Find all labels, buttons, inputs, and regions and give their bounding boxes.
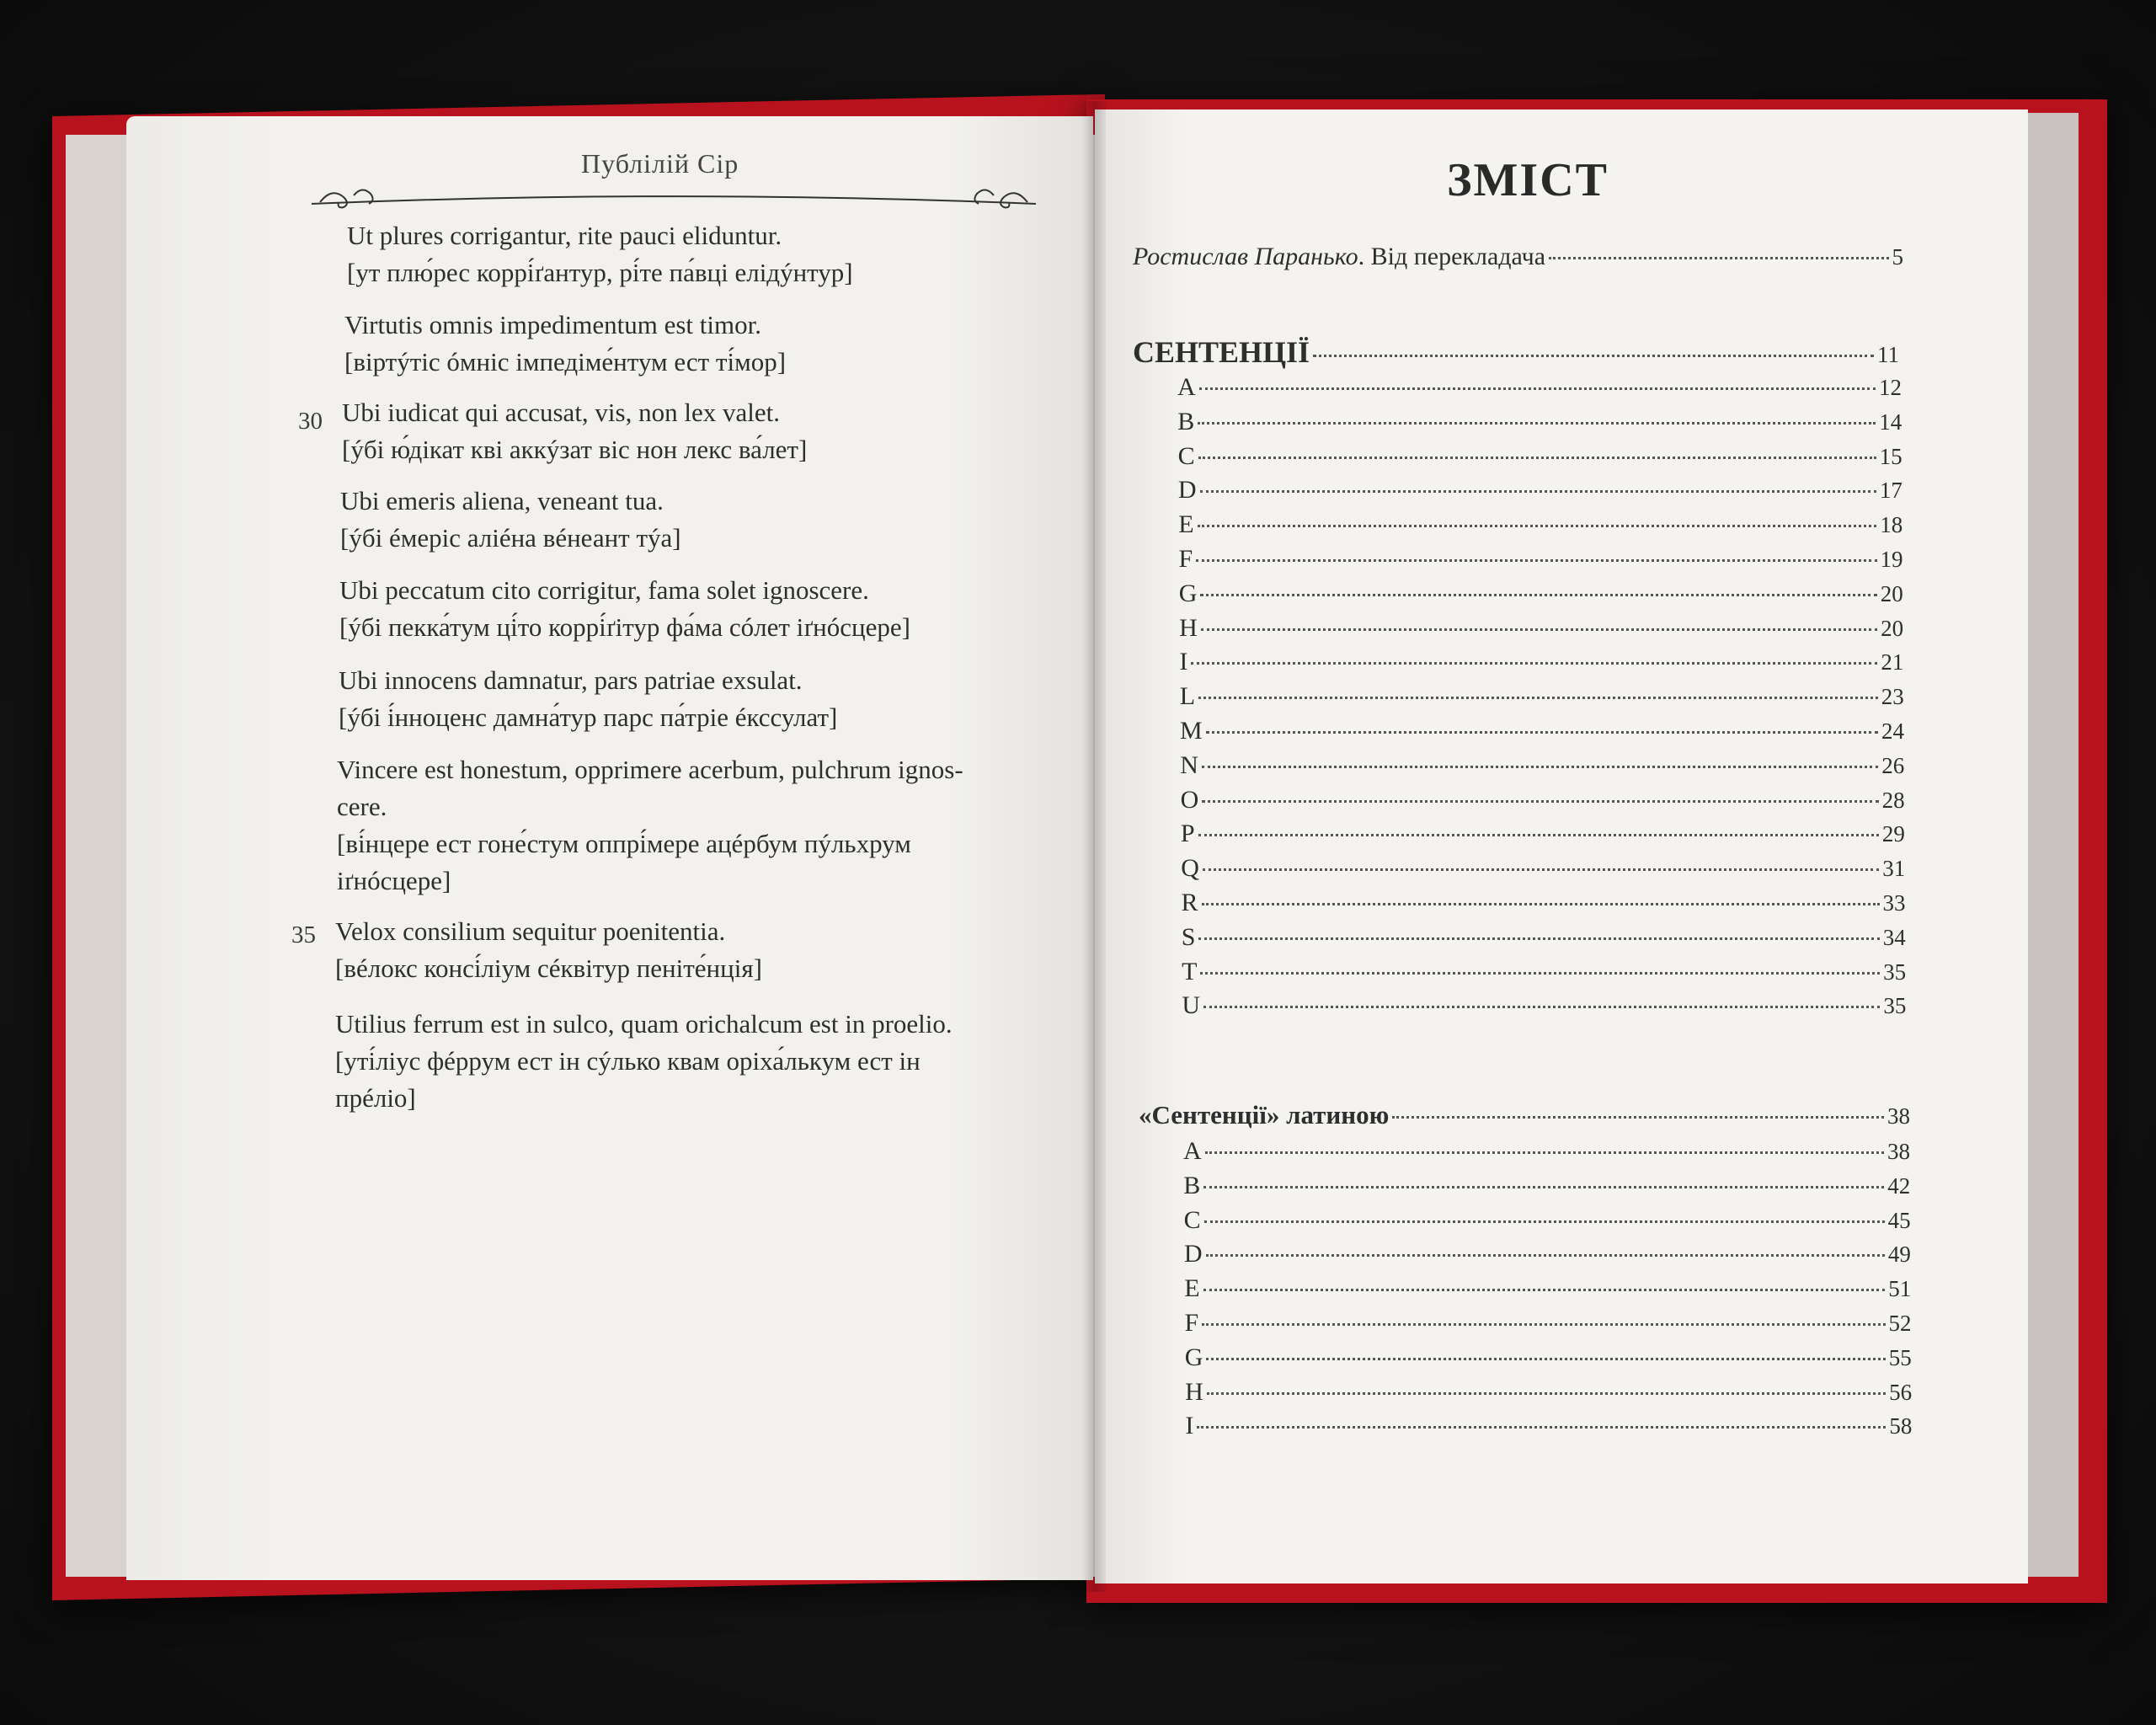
leader-dots bbox=[1198, 457, 1876, 459]
leader-dots bbox=[1198, 422, 1876, 425]
leader-dots bbox=[1203, 1006, 1880, 1008]
leader-dots bbox=[1202, 903, 1880, 905]
verse-2 bbox=[344, 307, 786, 381]
toc-entry-f bbox=[1185, 1309, 1912, 1338]
verse-transliteration-continued: іґнóсцере] bbox=[337, 866, 451, 895]
leader-dots bbox=[1206, 731, 1878, 734]
verse-1 bbox=[347, 217, 853, 291]
toc-page-number: 24 bbox=[1881, 718, 1904, 744]
leader-dots bbox=[1206, 1358, 1885, 1360]
leader-dots bbox=[1198, 834, 1879, 836]
toc-page-number: 35 bbox=[1883, 993, 1907, 1019]
toc-page-number: 49 bbox=[1887, 1242, 1911, 1268]
toc-entry-c bbox=[1184, 1206, 1911, 1235]
leader-dots bbox=[1203, 1289, 1886, 1291]
toc-page-number: 12 bbox=[1879, 375, 1902, 400]
leader-dots bbox=[1392, 1116, 1884, 1119]
toc-letter: G bbox=[1178, 579, 1198, 607]
leader-dots bbox=[1205, 1151, 1884, 1154]
verse-9 bbox=[335, 1006, 953, 1117]
leader-dots bbox=[1198, 525, 1877, 527]
toc-page-number: 52 bbox=[1888, 1311, 1912, 1336]
verse-transliteration: [ýбі ю́дікат кві аккýзат віс нон лекс ва́лет] bbox=[342, 435, 808, 464]
leader-dots bbox=[1206, 1254, 1885, 1257]
verse-latin: Velox consilium sequitur poenitentia. bbox=[335, 916, 726, 946]
toc-entry-l bbox=[1180, 682, 1904, 711]
toc-letter: N bbox=[1180, 750, 1198, 779]
toc-entry-t bbox=[1182, 958, 1906, 986]
leader-dots bbox=[1200, 490, 1876, 493]
toc-letter: M bbox=[1180, 717, 1203, 745]
verse-4 bbox=[340, 483, 681, 557]
verse-transliteration: [ві́нцере ест гоне́стум оппрі́мере ацéрбум пýльхрум bbox=[337, 829, 911, 858]
toc-entry-i bbox=[1185, 1412, 1912, 1440]
toc-page-number: 35 bbox=[1883, 959, 1907, 985]
line-number: 35 bbox=[291, 921, 316, 948]
verse-transliteration: [ýбі éмеріс аліéна вéнеант тýа] bbox=[340, 523, 681, 553]
toc-page-number: 29 bbox=[1881, 821, 1905, 847]
toc-entry-g bbox=[1185, 1343, 1912, 1372]
toc-page-number: 11 bbox=[1877, 342, 1899, 367]
toc-letter: H bbox=[1185, 1377, 1203, 1406]
running-head: Публілій Сір bbox=[581, 148, 739, 179]
verse-latin: Utilius ferrum est in sulco, quam orichalcum est in proelio. bbox=[335, 1009, 953, 1039]
verse-3 bbox=[342, 394, 807, 468]
toc-letter: O bbox=[1180, 785, 1199, 814]
toc-entry-h bbox=[1179, 614, 1903, 643]
toc-page-number: 58 bbox=[1889, 1413, 1913, 1439]
toc-title: ЗМІСТ bbox=[1447, 154, 1609, 206]
toc-entry-a bbox=[1183, 1137, 1910, 1166]
leader-dots bbox=[1203, 1186, 1884, 1188]
toc-entry-d bbox=[1178, 476, 1903, 505]
toc-entry-e bbox=[1178, 510, 1903, 539]
toc-page-number: 21 bbox=[1881, 649, 1904, 676]
toc-page-number: 31 bbox=[1882, 856, 1906, 882]
verse-latin: Ubi iudicat qui accusat, vis, non lex valet. bbox=[342, 398, 780, 427]
leader-dots bbox=[1200, 594, 1876, 596]
toc-entry-f bbox=[1179, 545, 1903, 574]
toc-page-number: 17 bbox=[1879, 478, 1903, 504]
toc-entry-q bbox=[1181, 854, 1905, 883]
toc-letter: D bbox=[1183, 1240, 1203, 1268]
toc-entry-b bbox=[1183, 1172, 1910, 1200]
leader-dots bbox=[1204, 1220, 1885, 1223]
verse-transliteration-continued: прéліо] bbox=[335, 1083, 416, 1113]
verse-6 bbox=[339, 662, 837, 736]
verse-8 bbox=[335, 913, 762, 987]
toc-page-number: 38 bbox=[1887, 1103, 1910, 1129]
verse-5 bbox=[339, 572, 910, 646]
toc-page-number: 38 bbox=[1887, 1139, 1910, 1164]
verse-latin: Ut plures corrigantur, rite pauci eliduntur. bbox=[347, 221, 782, 250]
header-ornament bbox=[303, 179, 1044, 212]
toc-page-number: 14 bbox=[1879, 409, 1903, 435]
toc-letter: C bbox=[1183, 1205, 1201, 1234]
toc-letter: R bbox=[1181, 889, 1198, 916]
toc-letter: C bbox=[1177, 441, 1195, 470]
toc-section-title: СЕНТЕНЦІЇ bbox=[1133, 335, 1310, 369]
toc-entry-o bbox=[1181, 786, 1905, 814]
toc-entry-g bbox=[1179, 579, 1903, 608]
toc-entry-h bbox=[1185, 1378, 1912, 1407]
toc-letter: L bbox=[1179, 682, 1196, 711]
verse-latin-continued: cere. bbox=[337, 792, 387, 821]
verse-transliteration: [ут плю́рес коррі́ґантур, рі́те па́вці елідýнтур] bbox=[347, 258, 853, 287]
toc-entry-p bbox=[1181, 820, 1905, 848]
verse-transliteration: [вéлокс консі́ліум сéквітур пеніте́нція] bbox=[335, 953, 762, 983]
verse-latin: Ubi innocens damnatur, pars patriae exsulat. bbox=[339, 665, 803, 695]
toc-letter: F bbox=[1178, 545, 1193, 573]
toc-page-number: 20 bbox=[1880, 580, 1903, 606]
toc-entry-intro bbox=[1133, 243, 1903, 271]
verse-transliteration: [ýбі пекка́тум ці́то коррі́ґітур фа́ма сóлет іґнóсцере] bbox=[339, 612, 910, 642]
toc-intro-title: . Від перекладача bbox=[1358, 243, 1546, 270]
toc-page-number: 28 bbox=[1881, 787, 1905, 813]
verse-transliteration: [уті́ліус фéррум ест ін сýлько квам оріха́лькум ест ін bbox=[335, 1046, 921, 1076]
toc-letter: A bbox=[1183, 1137, 1202, 1165]
toc-page-number: 45 bbox=[1887, 1207, 1911, 1233]
toc-page-number: 15 bbox=[1879, 443, 1903, 469]
toc-letter: E bbox=[1184, 1274, 1200, 1303]
leader-dots bbox=[1313, 355, 1874, 357]
toc-page-number: 23 bbox=[1881, 684, 1904, 710]
toc-section-title: «Сентенції» латиною bbox=[1139, 1100, 1390, 1130]
verse-latin: Vincere est honestum, opprimere acerbum, pulchrum ignos- bbox=[337, 755, 963, 784]
toc-entry-i bbox=[1179, 648, 1903, 676]
leader-dots bbox=[1197, 1426, 1886, 1429]
leader-dots bbox=[1207, 1392, 1886, 1395]
toc-page-number: 55 bbox=[1888, 1344, 1912, 1370]
leader-dots bbox=[1191, 662, 1877, 665]
toc-letter: Q bbox=[1181, 854, 1199, 883]
verse-latin: Virtutis omnis impedimentum est timor. bbox=[344, 310, 761, 339]
toc-section-latin bbox=[1139, 1100, 1910, 1130]
toc-letter: B bbox=[1177, 407, 1195, 435]
toc-entry-e bbox=[1184, 1274, 1911, 1303]
toc-author: Ростислав Паранько bbox=[1133, 243, 1358, 270]
toc-page-number: 19 bbox=[1880, 547, 1903, 572]
verse-transliteration: [віртýтіс óмніс імпедіме́нтум ест ті́мор] bbox=[344, 347, 787, 377]
toc-entry-b bbox=[1177, 408, 1902, 436]
verse-7 bbox=[337, 751, 963, 900]
toc-entry-n bbox=[1180, 751, 1904, 780]
leader-dots bbox=[1202, 800, 1878, 803]
toc-letter: P bbox=[1180, 820, 1195, 848]
toc-letter: F bbox=[1184, 1309, 1199, 1337]
toc-page-number: 56 bbox=[1889, 1379, 1913, 1405]
toc-letter: I bbox=[1179, 648, 1188, 676]
toc-letter: B bbox=[1183, 1171, 1201, 1199]
toc-entry-c bbox=[1178, 442, 1903, 471]
toc-entry-s bbox=[1182, 923, 1906, 952]
toc-page-number: 33 bbox=[1882, 890, 1906, 916]
toc-page-number: 26 bbox=[1881, 752, 1905, 778]
toc-letter: U bbox=[1182, 991, 1201, 1020]
toc-page-number: 20 bbox=[1881, 615, 1904, 641]
toc-page-number: 51 bbox=[1888, 1276, 1912, 1302]
leader-dots bbox=[1202, 766, 1878, 768]
leader-dots bbox=[1549, 257, 1888, 259]
book-gutter bbox=[1082, 101, 1106, 1592]
toc-letter: G bbox=[1184, 1343, 1203, 1371]
toc-page-number: 34 bbox=[1882, 924, 1906, 950]
toc-entry-d bbox=[1184, 1240, 1911, 1268]
toc-section-sententiae bbox=[1133, 334, 1899, 370]
toc-letter: T bbox=[1182, 957, 1198, 985]
leader-dots bbox=[1198, 697, 1878, 699]
toc-letter: A bbox=[1177, 373, 1196, 401]
verse-latin: Ubi peccatum cito corrigitur, fama solet ignoscere. bbox=[339, 575, 869, 605]
leader-dots bbox=[1203, 868, 1879, 871]
toc-letter: I bbox=[1185, 1412, 1194, 1440]
leader-dots bbox=[1200, 972, 1880, 975]
leader-dots bbox=[1196, 559, 1876, 562]
toc-page-number: 5 bbox=[1892, 244, 1903, 270]
toc-letter: D bbox=[1177, 476, 1197, 505]
toc-letter: S bbox=[1181, 922, 1196, 951]
toc-entry-u bbox=[1182, 991, 1906, 1020]
leader-dots bbox=[1201, 628, 1877, 631]
toc-entry-m bbox=[1180, 717, 1904, 745]
toc-letter: H bbox=[1179, 613, 1198, 642]
toc-page-number: 18 bbox=[1880, 512, 1903, 538]
toc-letter: E bbox=[1178, 510, 1194, 539]
leader-dots bbox=[1198, 937, 1879, 940]
line-number: 30 bbox=[298, 408, 323, 435]
toc-entry-r bbox=[1182, 889, 1906, 917]
toc-entry-a bbox=[1177, 373, 1902, 402]
toc-page-number: 42 bbox=[1887, 1172, 1911, 1199]
verse-transliteration: [ýбі і́нноценс дамна́тур парс па́тріе éкссулат] bbox=[339, 702, 838, 732]
verse-latin: Ubi emeris aliena, veneant tua. bbox=[340, 486, 664, 515]
leader-dots bbox=[1199, 387, 1876, 390]
leader-dots bbox=[1202, 1323, 1885, 1326]
